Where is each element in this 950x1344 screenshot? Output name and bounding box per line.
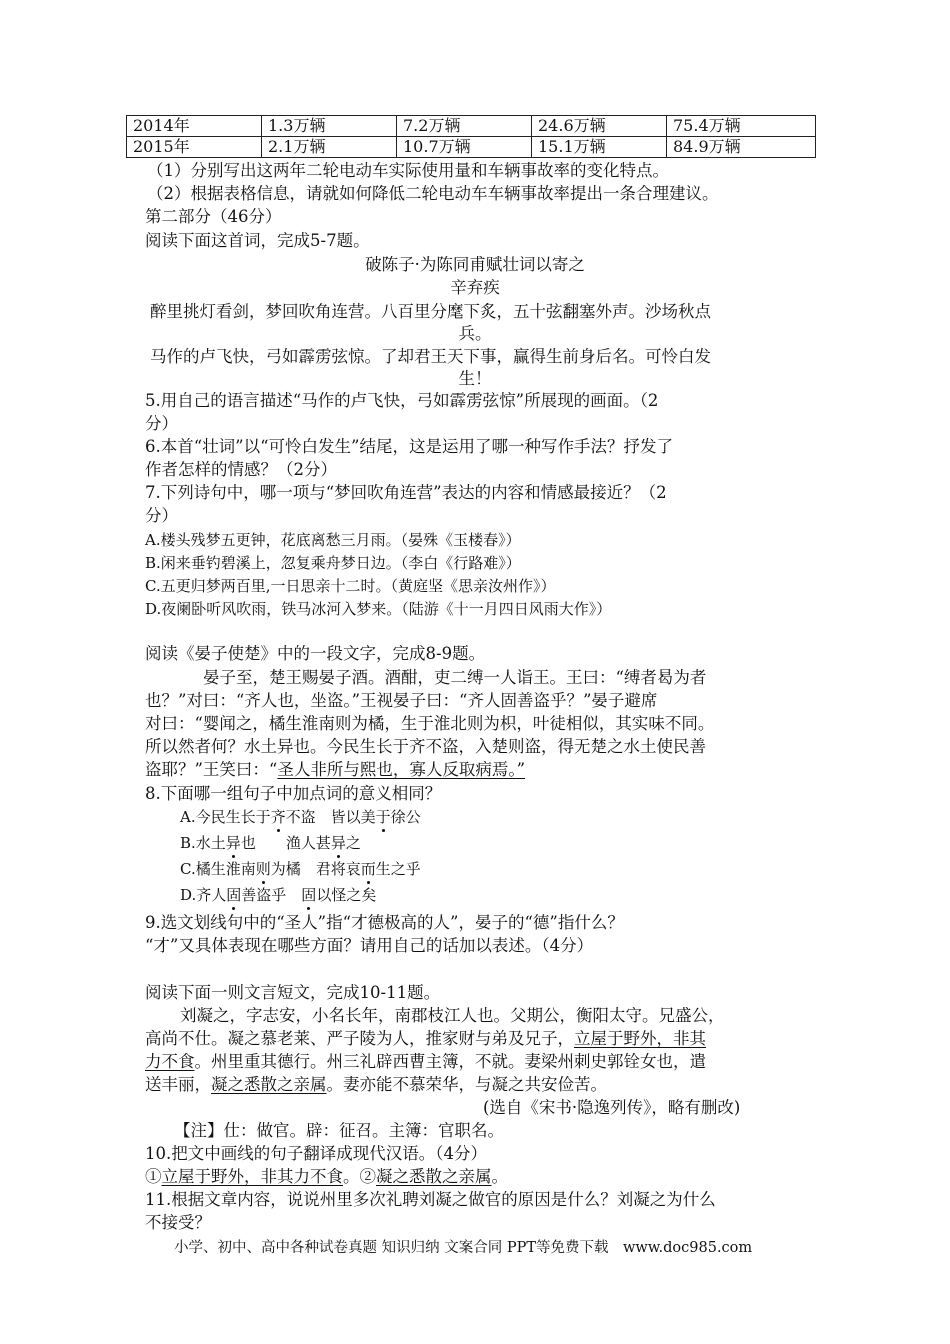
question-7-cont: 分） xyxy=(145,506,178,525)
question-5: 5.用自己的语言描述“马作的卢飞快，弓如霹雳弦惊”所展现的画面。（2 xyxy=(145,391,659,410)
footer-text: 小学、初中、高中各种试卷真题 知识归纳 文案合同 PPT等免费下载 www.doc985.com xyxy=(174,1240,753,1256)
q8-option-a xyxy=(180,806,421,828)
text-span: 也 渔人甚 xyxy=(240,834,331,852)
text-span: 徐公 xyxy=(390,808,421,826)
underlined-sentence: 圣人非所与熙也，寡人反取病焉。 xyxy=(277,760,517,779)
question-1: （1）分别写出这两年二轮电动车实际使用量和车辆事故率的变化特点。 xyxy=(147,161,669,180)
text-span: B.水土 xyxy=(180,834,226,852)
poem-author: 辛弃疾 xyxy=(450,278,500,297)
table-cell: 2014年 xyxy=(127,116,262,137)
question-8: 8.下面哪一组句子中加点词的意义相同？ xyxy=(145,784,442,803)
text-span: 善盗乎 xyxy=(241,886,302,904)
dotted-word: 固 xyxy=(226,886,242,904)
question-2: （2）根据表格信息，请就如何降低二轮电动车车辆事故率提出一条合理建议。 xyxy=(147,184,719,203)
option-b: B.闲来垂钓碧溪上，忽复乘舟梦日边。（李白《行路难》） xyxy=(145,554,521,572)
text-span: A.今民生长于 xyxy=(180,808,271,826)
question-9: 9.选文划线句中的“圣人”指“才德极高的人”，晏子的“德”指什么？ xyxy=(145,913,624,932)
underlined-sentence: 立屋于野外，非其 xyxy=(574,1029,706,1048)
text-span: 高尚不仕。凝之慕老莱、严子陵为人，推家财与弟及兄子， xyxy=(145,1029,574,1048)
passage-line xyxy=(145,759,525,781)
dotted-word: 固 xyxy=(301,886,317,904)
question-10: 10.把文中画线的句子翻译成现代汉语。（4分） xyxy=(145,1144,487,1163)
underlined-sentence: 立屋于野外，非其力不食 xyxy=(161,1167,343,1186)
question-10-sentences xyxy=(145,1166,508,1188)
dotted-word: 而 xyxy=(360,860,376,878)
poem-line: 兵。 xyxy=(458,324,492,343)
text-span: 。州里重其德行。州三礼辟西曹主簿，不就。妻梁州刺史郭铨女也，遣 xyxy=(194,1052,706,1071)
table-cell: 15.1万辆 xyxy=(532,137,667,158)
q8-option-c xyxy=(180,858,421,880)
text-span: 盗耶？”王笑曰：“ xyxy=(145,760,278,779)
passage-line xyxy=(145,1028,706,1050)
option-c: C.五更归梦两百里,一日思亲十二时。（黄庭坚《思亲汝州作》） xyxy=(145,577,556,595)
text-span: 以怪之矣 xyxy=(316,886,377,904)
underlined-sentence: 凝之悉散之亲属 xyxy=(376,1167,492,1186)
question-7: 7.下列诗句中，哪一项与“梦回吹角连营”表达的内容和情感最接近？（2 xyxy=(145,483,667,502)
passage-line: 晏子至，楚王赐晏子酒。酒酣，吏二缚一人诣王。王曰：“缚者曷为者 xyxy=(203,668,707,687)
table-cell: 10.7万辆 xyxy=(397,137,532,158)
table-row xyxy=(127,116,816,137)
passage-source: (选自《宋书·隐逸列传》，略有删改) xyxy=(483,1098,741,1117)
text-span: 不盗 皆以美 xyxy=(285,808,376,826)
question-11: 11.根据文章内容，说说州里多次礼聘刘凝之做官的原因是什么？刘凝之为什么 xyxy=(145,1190,716,1209)
option-d: D.夜阑卧听风吹雨，铁马冰河入梦来。（陆游《十一月四日风雨大作》） xyxy=(145,600,612,618)
underlined-sentence: 凝之悉散之亲属 xyxy=(211,1075,327,1094)
table-cell: 84.9万辆 xyxy=(667,137,816,158)
poem-line: 生！ xyxy=(458,369,492,388)
text-span: 。 xyxy=(491,1167,508,1186)
passage-line xyxy=(145,1074,607,1096)
passage-line: 所以然者何？水土异也。今民生长于齐不盗，入楚则盗，得无楚之水土使民善 xyxy=(145,737,706,756)
passage-line: 也？”对曰：“齐人也，坐盗。”王视晏子曰：“齐人固善盗乎？”晏子避席 xyxy=(145,691,658,710)
option-a: A.楼头残梦五更钟，花底离愁三月雨。（晏殊《玉楼春》） xyxy=(145,531,521,549)
table-cell: 2015年 xyxy=(127,137,262,158)
passage-line: 对曰：“婴闻之，橘生淮南则为橘，生于淮北则为枳，叶徒相似，其实味不同。 xyxy=(145,714,715,733)
q8-option-d xyxy=(180,884,376,906)
table-cell: 75.4万辆 xyxy=(667,116,816,137)
poem-line: 醉里挑灯看剑，梦回吹角连营。八百里分麾下炙，五十弦翻塞外声。沙场秋点 xyxy=(150,302,711,321)
passage-note: 【注】仕：做官。辟：征召。主簿：官职名。 xyxy=(174,1121,504,1140)
text-span: 。② xyxy=(343,1167,376,1186)
table-cell: 7.2万辆 xyxy=(397,116,532,137)
dotted-word: 齐 xyxy=(270,808,286,826)
passage-intro: 阅读《晏子使楚》中的一段文字，完成8-9题。 xyxy=(145,644,486,663)
question-5-cont: 分） xyxy=(145,414,178,433)
statistics-table xyxy=(126,115,816,158)
text-span: 生之乎 xyxy=(375,860,421,878)
text-span: C.橘生淮南 xyxy=(180,860,256,878)
dotted-word: 异 xyxy=(225,834,241,852)
table-cell: 2.1万辆 xyxy=(262,137,397,158)
poem-intro: 阅读下面这首词，完成5-7题。 xyxy=(145,231,370,250)
text-span: ” xyxy=(516,760,526,779)
question-6-cont: 作者怎样的情感？（2分） xyxy=(145,460,337,479)
table-cell: 1.3万辆 xyxy=(262,116,397,137)
text-span: ① xyxy=(145,1167,162,1186)
underlined-sentence: 力不食 xyxy=(145,1052,195,1071)
section-heading: 第二部分（46分） xyxy=(145,207,282,226)
text-span: 之 xyxy=(345,834,361,852)
table-row xyxy=(127,137,816,158)
text-span: 送丰丽， xyxy=(145,1075,211,1094)
poem-title: 破陈子·为陈同甫赋壮词以寄之 xyxy=(365,255,585,274)
dotted-word: 则 xyxy=(255,860,271,878)
poem-line: 马作的卢飞快，弓如霹雳弦惊。了却君王天下事，赢得生前身后名。可怜白发 xyxy=(150,347,711,366)
text-span: 。妻亦能不慕荣华，与凝之共安俭苦。 xyxy=(326,1075,607,1094)
passage-line xyxy=(145,1051,706,1073)
passage-line: 刘凝之，字志安，小名长年，南郡枝江人也。父期公，衡阳太守。兄盛公， xyxy=(180,1006,725,1025)
dotted-word: 异 xyxy=(330,834,346,852)
question-9-cont: “才”又具体表现在哪些方面？请用自己的话加以表述。（4分） xyxy=(145,936,594,955)
question-6: 6.本首“壮词”以“可怜白发生”结尾，这是运用了哪一种写作手法？抒发了 xyxy=(145,437,673,456)
q8-option-b xyxy=(180,832,361,854)
question-11-cont: 不接受？ xyxy=(145,1213,211,1232)
dotted-word: 于 xyxy=(375,808,391,826)
table-cell: 24.6万辆 xyxy=(532,116,667,137)
text-span: 为橘 君将哀 xyxy=(270,860,361,878)
text-span: D.齐人 xyxy=(180,886,227,904)
passage-intro: 阅读下面一则文言短文，完成10-11题。 xyxy=(145,983,441,1002)
